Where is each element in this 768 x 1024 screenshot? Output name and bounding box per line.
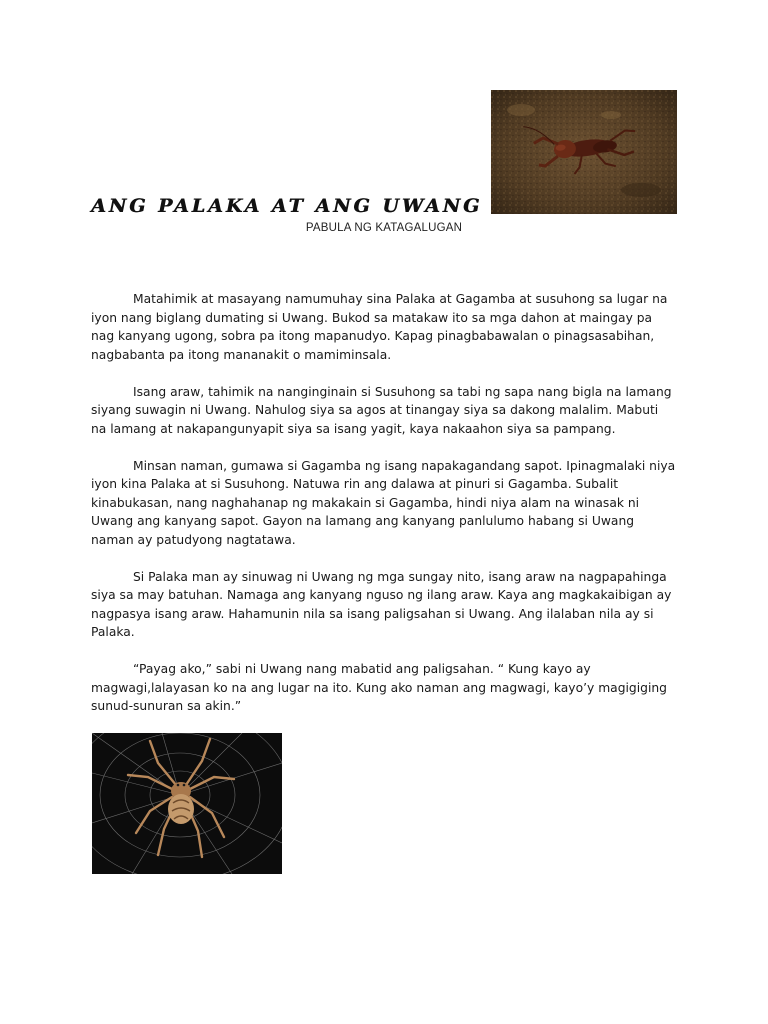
story-body bbox=[91, 290, 676, 734]
paragraph: “Payag ako,” sabi ni Uwang nang mabatid ang paligsahan. “ Kung kayo ay magwagi,lalayasan ko na ang lugar na ito. Kung ako naman ang magwagi, kayo’y magigiging sunud-sunuran sa akin.” bbox=[91, 662, 667, 713]
document-subtitle: PABULA NG KATAGALUGAN bbox=[305, 222, 463, 234]
spider-photo bbox=[92, 733, 282, 874]
document-title: ANG PALAKA AT ANG UWANG bbox=[91, 195, 483, 217]
cricket-icon bbox=[491, 90, 677, 214]
paragraph: Minsan naman, gumawa si Gagamba ng isang napakagandang sapot. Ipinagmalaki niya iyon kina Palaka at si Susuhong. Natuwa rin ang dalawa at pinuri si Gagamba. Subalit kinabukasan, nang naghahanap ng makakain si Gagamba, hindi niya alam na winasak ni Uwang ang kanyang sapot. Gayon na lamang ang kanyang panlulumo habang si Uwang naman ay patudyong nagtatawa. bbox=[91, 458, 676, 547]
paragraph: Si Palaka man ay sinuwag ni Uwang ng mga sungay nito, isang araw na nagpapahinga siya sa may batuhan. Namaga ang kanyang nguso ng ilang araw. Kaya ang magkakaibigan ay nagpasya isang araw. Hahamunin nila sa isang paligsahan si Uwang. Ang ilalaban nila ay si Palaka. bbox=[91, 569, 672, 639]
spider-icon bbox=[92, 733, 282, 874]
paragraph: Matahimik at masayang namumuhay sina Palaka at Gagamba at susuhong sa lugar na iyon nang biglang dumating si Uwang. Bukod sa matakaw ito sa mga dahon at maingay pa nag kanyang ugong, sobra pa itong mapanudyo. Kapag pinagbabawalan o pinagsasabihan, nagbabanta pa itong mananakit o mamiminsala. bbox=[91, 292, 668, 362]
cricket-photo bbox=[491, 90, 677, 214]
paragraph: Isang araw, tahimik na nanginginain si Susuhong sa tabi ng sapa nang bigla na lamang siyang suwagin ni Uwang. Nahulog siya sa agos at tinangay siya sa dakong malalim. Mabuti na lamang at nakapangunyapit siya sa isang yagit, kaya nakaahon siya sa pampang. bbox=[91, 384, 672, 436]
